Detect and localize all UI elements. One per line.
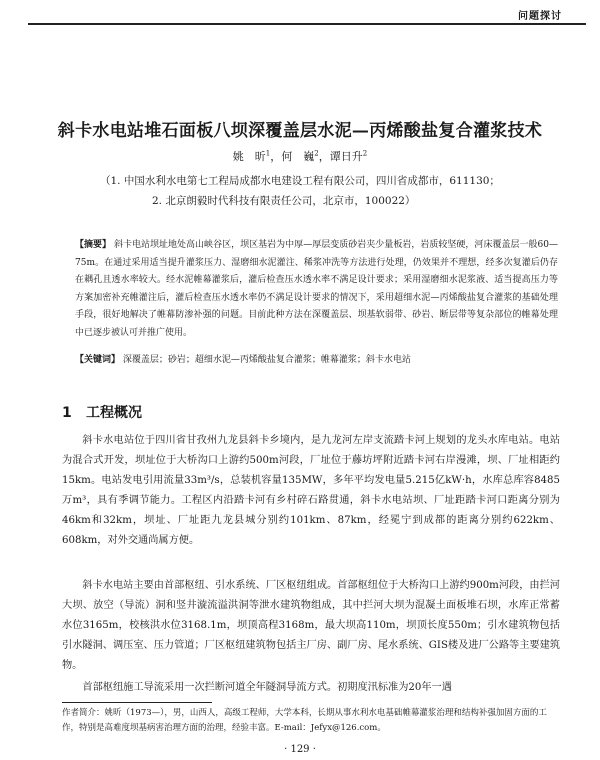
section-heading	[62, 402, 142, 422]
keywords-label: 【关键词】	[75, 355, 121, 365]
author-name: 谭日升	[329, 150, 363, 163]
body-paragraph-3: 首部枢纽施工导流采用一次拦断河道全年隧洞导流方式。初期度汛标准为20年一遇	[82, 682, 452, 693]
author-mark: 1	[265, 149, 271, 158]
body-paragraph-2: 斜卡水电站主要由首部枢纽、引水系统、厂区枢纽组成。首部枢纽位于大桥沟口上游约900m河段，由拦河大坝、放空（导流）洞和竖井漩流溢洪洞等泄水建筑物组成，其中拦河大坝为混凝土面板堆石坝，水库正常蓄水位3165m，校核洪水位3168.1m，坝顶高程3168m，最大坝高110m，坝顶长度550m；引水建筑物包括引水隧洞、调压室、压力管道；厂区枢纽建筑物包括主厂房、副厂房、尾水系统、GIS楼及进厂公路等主要建筑物。	[62, 580, 560, 671]
author-name: 何 巍	[281, 150, 315, 163]
abstract	[75, 237, 558, 342]
footnote-rule	[62, 702, 212, 703]
page-number: · 129 ·	[284, 744, 316, 755]
affiliation-1: （1. 中国水利水电第七工程局成都水电建设工程有限公司，四川省成都市，611130；	[100, 175, 500, 187]
body-paragraph-1: 斜卡水电站位于四川省甘孜州九龙县斜卡乡境内，是九龙河左岸支流踏卡河上规划的龙头水库电站。电站为混合式开发，坝址位于大桥沟口上游约500m河段，厂址位于藤坊坪附近踏卡河右岸漫滩，坝、厂址相距约15km。电站发电引用流量33m³/s，总装机容量135MW，多年平均发电量5.215亿kW·h，水库总库容8485万m³，具有季调节能力。工程区内沿踏卡河有乡村碎石路贯通，斜卡水电站坝、厂址距踏卡河口距离分别为46km和32km，坝址、厂址距九龙县城分别约101km、87km，经冕宁到成都的距离分别约622km、608km，对外交通尚属方便。	[62, 435, 560, 546]
keywords	[75, 352, 558, 369]
section-title: 工程概况	[86, 405, 142, 421]
affiliation-2: 2. 北京朗毅时代科技有限责任公司，北京市，100022）	[152, 195, 416, 207]
author-mark: 2	[314, 149, 319, 158]
section-tag: 问题探讨	[518, 11, 562, 22]
header-rule	[28, 23, 586, 25]
abstract-text: 斜卡电站坝址地处高山峡谷区，坝区基岩为中厚—厚层变质砂岩夹少量板岩，岩质较坚硬，河床覆盖层一般60—75m。在通过采用适当提升灌浆压力、湿磨细水泥灌注、稀浆冲洗等方法进行处理，仍效果并不理想，经多次复灌后仍存在耦孔且透水率较大。经水泥帷幕灌浆后，灌后检查压水透水率不满足设计要求；采用湿磨细水泥浆液、适当提高压力等方案加密补充帷灌注后，灌后检查压水透水率仍不满足设计要求的情况下，采用超细水泥—丙烯酸盐复合灌浆的基础处理手段，很好地解决了帷幕防渗补强的问题。目前此种方法在深覆盖层、坝基软弱带、砂岩、断层带等复杂部位的帷幕处理中已逐步被认可并推广使用。	[75, 240, 558, 338]
keywords-text: 深覆盖层；砂岩；超细水泥—丙烯酸盐复合灌浆；帷幕灌浆；斜卡水电站	[122, 355, 411, 365]
author-footnote: 作者简介：姚昕（1973—），男，山西人，高级工程师，大学本科，长期从事水利水电基础帷幕灌浆治理和结构补强加固方面的工作，特别是高难度坝基病害治理方面的治理，经验丰富。E-mail：Jefyx@126.com。	[62, 708, 547, 733]
section-number: 1	[62, 405, 72, 421]
author-line: 姚 昕$^1$，何 巍$^2$，谭日升$^2$	[232, 149, 368, 163]
abstract-label: 【摘要】	[75, 240, 112, 250]
paper-title: 斜卡水电站堆石面板八坝深覆盖层水泥—丙烯酸盐复合灌浆技术	[57, 121, 543, 141]
author-name: 姚 昕	[232, 150, 266, 163]
author-mark: 2	[362, 149, 368, 158]
